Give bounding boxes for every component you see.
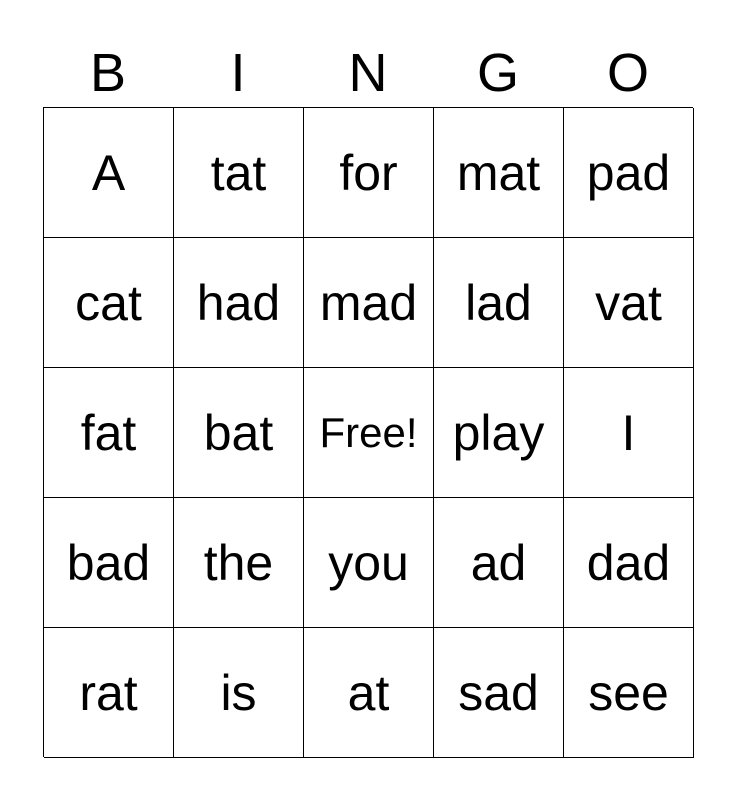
bingo-cell-r4-c1[interactable]: bad xyxy=(44,498,174,628)
bingo-cell-r1-c2[interactable]: tat xyxy=(174,108,304,238)
bingo-cell-r4-c5[interactable]: dad xyxy=(564,498,694,628)
bingo-header xyxy=(43,40,693,106)
bingo-cell-r4-c3[interactable]: you xyxy=(304,498,434,628)
bingo-cell-r2-c5[interactable]: vat xyxy=(564,238,694,368)
header-letter-g: G xyxy=(476,43,519,103)
bingo-cell-r3-c5[interactable]: I xyxy=(564,368,694,498)
bingo-cell-r3-c1[interactable]: fat xyxy=(44,368,174,498)
bingo-cell-r2-c2[interactable]: had xyxy=(174,238,304,368)
header-letter-i: I xyxy=(230,43,246,103)
bingo-cell-r4-c2[interactable]: the xyxy=(174,498,304,628)
bingo-cell-r2-c3[interactable]: mad xyxy=(304,238,434,368)
bingo-cell-r5-c2[interactable]: is xyxy=(174,628,304,758)
header-letter-o: O xyxy=(606,43,649,103)
bingo-cell-r1-c4[interactable]: mat xyxy=(434,108,564,238)
bingo-cell-r5-c5[interactable]: see xyxy=(564,628,694,758)
bingo-cell-r1-c5[interactable]: pad xyxy=(564,108,694,238)
bingo-cell-r4-c4[interactable]: ad xyxy=(434,498,564,628)
bingo-cell-r3-c2[interactable]: bat xyxy=(174,368,304,498)
bingo-board xyxy=(43,107,693,757)
free-space-cell[interactable]: Free! xyxy=(304,368,434,498)
bingo-cell-r2-c1[interactable]: cat xyxy=(44,238,174,368)
bingo-cell-r5-c3[interactable]: at xyxy=(304,628,434,758)
bingo-cell-r3-c4[interactable]: play xyxy=(434,368,564,498)
bingo-cell-r1-c1[interactable]: A xyxy=(44,108,174,238)
bingo-cell-r5-c4[interactable]: sad xyxy=(434,628,564,758)
header-letter-b: B xyxy=(89,43,127,103)
bingo-cell-r1-c3[interactable]: for xyxy=(304,108,434,238)
bingo-cell-r2-c4[interactable]: lad xyxy=(434,238,564,368)
bingo-cell-r5-c1[interactable]: rat xyxy=(44,628,174,758)
header-letter-n: N xyxy=(348,43,388,103)
